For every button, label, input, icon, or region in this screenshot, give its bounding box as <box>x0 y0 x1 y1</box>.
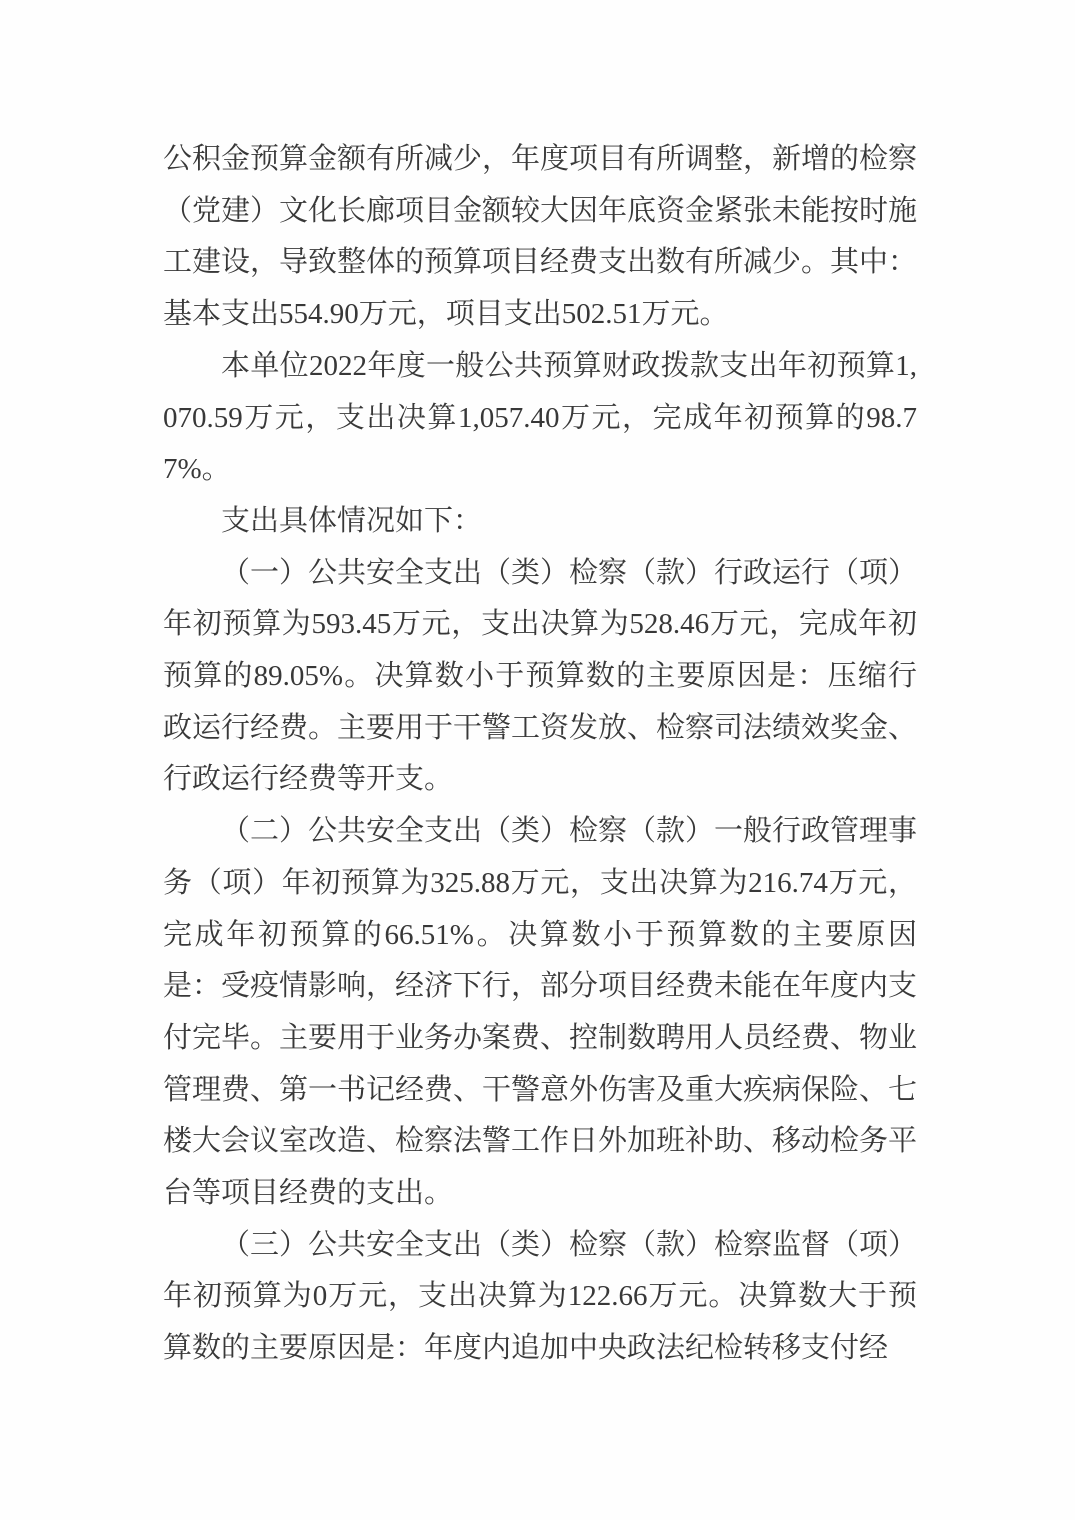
paragraph-item-1-administrative-operation: （一）公共安全支出（类）检察（款）行政运行（项）年初预算为593.45万元，支出决算为528.46万元，完成年初预算的89.05%。决算数小于预算数的主要原因是：压缩行政运行经费。主要用于干警工资发放、检察司法绩效奖金、行政运行经费等开支。 <box>163 556 918 796</box>
paragraph-details-intro: 支出具体情况如下： <box>221 504 483 537</box>
paragraph-carryover: 公积金预算金额有所减少，年度项目有所调整，新增的检察（党建）文化长廊项目金额较大因年底资金紧张未能按时施工建设，导致整体的预算项目经费支出数有所减少。其中：基本支出554.90万元，项目支出502.51万元。 <box>163 143 918 331</box>
paragraph-annual-budget-summary: 本单位2022年度一般公共预算财政拨款支出年初预算1,070.59万元，支出决算1,057.40万元，完成年初预算的98.77%。 <box>163 349 917 486</box>
document-body <box>163 134 917 1375</box>
paragraph-item-2-general-admin-affairs: （二）公共安全支出（类）检察（款）一般行政管理事务（项）年初预算为325.88万元，支出决算为216.74万元，完成年初预算的66.51%。决算数小于预算数的主要原因是：受疫情影响，经济下行，部分项目经费未能在年度内支付完毕。主要用于业务办案费、控制数聘用人员经费、物业管理费、第一书记经费、干警意外伤害及重大疾病保险、七楼大会议室改造、检察法警工作日外加班补助、移动检务平台等项目经费的支出。 <box>163 815 918 1210</box>
paragraph-item-3-procuratorial-supervision: （三）公共安全支出（类）检察（款）检察监督（项）年初预算为0万元，支出决算为122.66万元。决算数大于预算数的主要原因是：年度内追加中央政法纪检转移支付经 <box>163 1228 918 1365</box>
